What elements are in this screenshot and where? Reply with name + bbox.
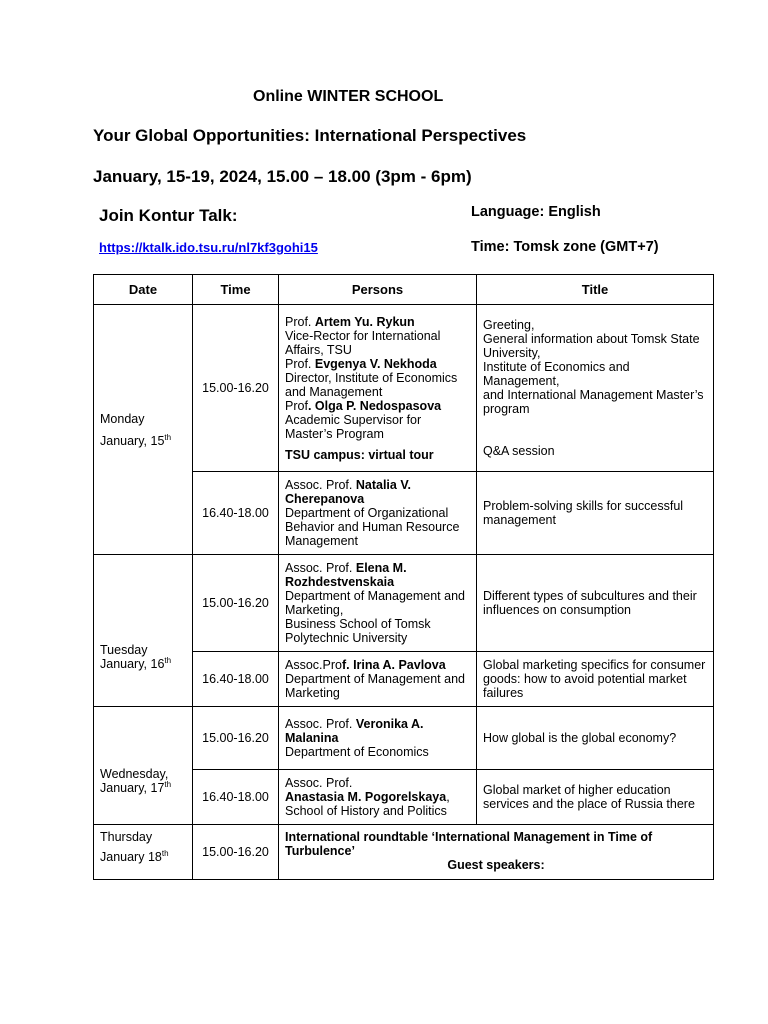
day-label: Wednesday,	[100, 766, 169, 781]
person-prefix: Assoc. Prof.	[285, 717, 356, 731]
name-suffix: ,	[446, 790, 450, 804]
date-suffix: th	[164, 779, 172, 789]
time-cell: 16.40-18.00	[193, 472, 279, 555]
title-line: Q&A session	[483, 444, 555, 458]
school-title: Online WINTER SCHOOL	[253, 88, 444, 105]
person-role: Academic Supervisor for Master’s Program	[285, 412, 422, 441]
person-prefix: Prof.	[285, 356, 315, 371]
schedule-table	[93, 274, 714, 880]
date-suffix: th	[164, 432, 172, 442]
date-cell-wednesday	[94, 707, 193, 825]
person-prefix: Assoc. Prof.	[285, 561, 356, 575]
persons-cell	[279, 555, 477, 652]
time-cell: 15.00-16.20	[193, 707, 279, 770]
guest-speakers-label: Guest speakers:	[447, 858, 545, 872]
title-line: General information about Tomsk State University,	[483, 332, 700, 360]
person-name: . Olga P. Nedospasova	[307, 398, 442, 413]
person-name: Anastasia M. Pogorelskaya	[285, 790, 447, 804]
person-role: Department of Organizational Behavior and Human Resource Management	[285, 506, 460, 548]
title-line: Greeting,	[483, 318, 535, 332]
date-label: January, 16	[100, 656, 165, 671]
header-time: Time	[193, 275, 279, 305]
persons-cell	[279, 707, 477, 770]
time-cell: 15.00-16.20	[193, 555, 279, 652]
date-suffix: th	[164, 655, 172, 665]
table-header-row	[94, 275, 714, 305]
virtual-tour-label: TSU campus: virtual tour	[285, 447, 434, 462]
time-cell: 15.00-16.20	[193, 825, 279, 880]
date-label: January 18	[100, 850, 162, 864]
day-label: Monday	[100, 411, 145, 426]
table-row	[94, 707, 714, 770]
person-prefix: Prof	[285, 398, 308, 413]
person-role: Director, Institute of Economics and Management	[285, 370, 458, 399]
person-name: Veronika A. Malanina	[285, 717, 424, 745]
person-name: Artem Yu. Rykun	[314, 314, 415, 329]
title-cell: Global market of higher education services and the place of Russia there	[477, 770, 714, 825]
person-role: Department of Management and Marketing	[285, 672, 465, 700]
title-cell: How global is the global economy?	[477, 707, 714, 770]
time-zone-label: Time: Tomsk zone (GMT+7)	[471, 239, 659, 255]
person-prefix: Assoc.Pro	[285, 658, 342, 672]
day-label: Thursday	[100, 830, 153, 844]
join-label: Join Kontur Talk:	[99, 206, 238, 225]
join-link[interactable]: https://ktalk.ido.tsu.ru/nl7kf3gohi15	[99, 240, 318, 255]
language-label: Language: English	[471, 204, 601, 220]
title-cell	[477, 305, 714, 472]
persons-cell	[279, 652, 477, 707]
time-cell: 15.00-16.20	[193, 305, 279, 472]
persons-cell	[279, 770, 477, 825]
persons-cell	[279, 472, 477, 555]
person-role: Vice-Rector for International Affairs, TSU	[285, 328, 441, 357]
school-dates: January, 15-19, 2024, 15.00 – 18.00 (3pm - 6pm)	[93, 167, 472, 186]
date-suffix: th	[161, 848, 169, 858]
day-label: Tuesday	[100, 642, 148, 657]
header-persons: Persons	[279, 275, 477, 305]
person-prefix: Assoc. Prof.	[285, 776, 353, 790]
time-cell: 16.40-18.00	[193, 652, 279, 707]
person-name: Natalia V. Cherepanova	[285, 478, 411, 506]
roundtable-title: International roundtable ‘International Management in Time of Turbulence’	[285, 830, 653, 858]
header-title: Title	[477, 275, 714, 305]
person-role: Business School of Tomsk Polytechnic University	[285, 617, 431, 645]
date-label: January, 15	[100, 433, 165, 448]
time-cell: 16.40-18.00	[193, 770, 279, 825]
table-row	[94, 825, 714, 880]
person-role: Department of Economics	[285, 745, 429, 759]
table-row	[94, 555, 714, 652]
title-cell: Different types of subcultures and their influences on consumption	[477, 555, 714, 652]
date-label: January, 17	[100, 780, 165, 795]
person-prefix: Assoc. Prof.	[285, 478, 356, 492]
person-name: Evgenya V. Nekhoda	[314, 356, 437, 371]
date-cell-thursday	[94, 825, 193, 880]
table-row	[94, 305, 714, 472]
persons-cell	[279, 305, 477, 472]
title-cell: Problem-solving skills for successful management	[477, 472, 714, 555]
person-role: Department of Management and Marketing,	[285, 589, 465, 617]
roundtable-cell	[279, 825, 714, 880]
title-line: Institute of Economics and Management,	[483, 360, 630, 388]
title-line: and International Management Master’s program	[483, 388, 704, 416]
person-name: f. Irina A. Pavlova	[341, 658, 446, 672]
school-subtitle: Your Global Opportunities: International Perspectives	[93, 126, 527, 145]
person-role: School of History and Politics	[285, 804, 447, 818]
date-cell-monday	[94, 305, 193, 555]
header-date: Date	[94, 275, 193, 305]
date-cell-tuesday	[94, 555, 193, 707]
person-prefix: Prof.	[285, 314, 315, 329]
person-name: Elena M. Rozhdestvenskaia	[285, 561, 407, 589]
title-cell: Global marketing specifics for consumer goods: how to avoid potential market failures	[477, 652, 714, 707]
